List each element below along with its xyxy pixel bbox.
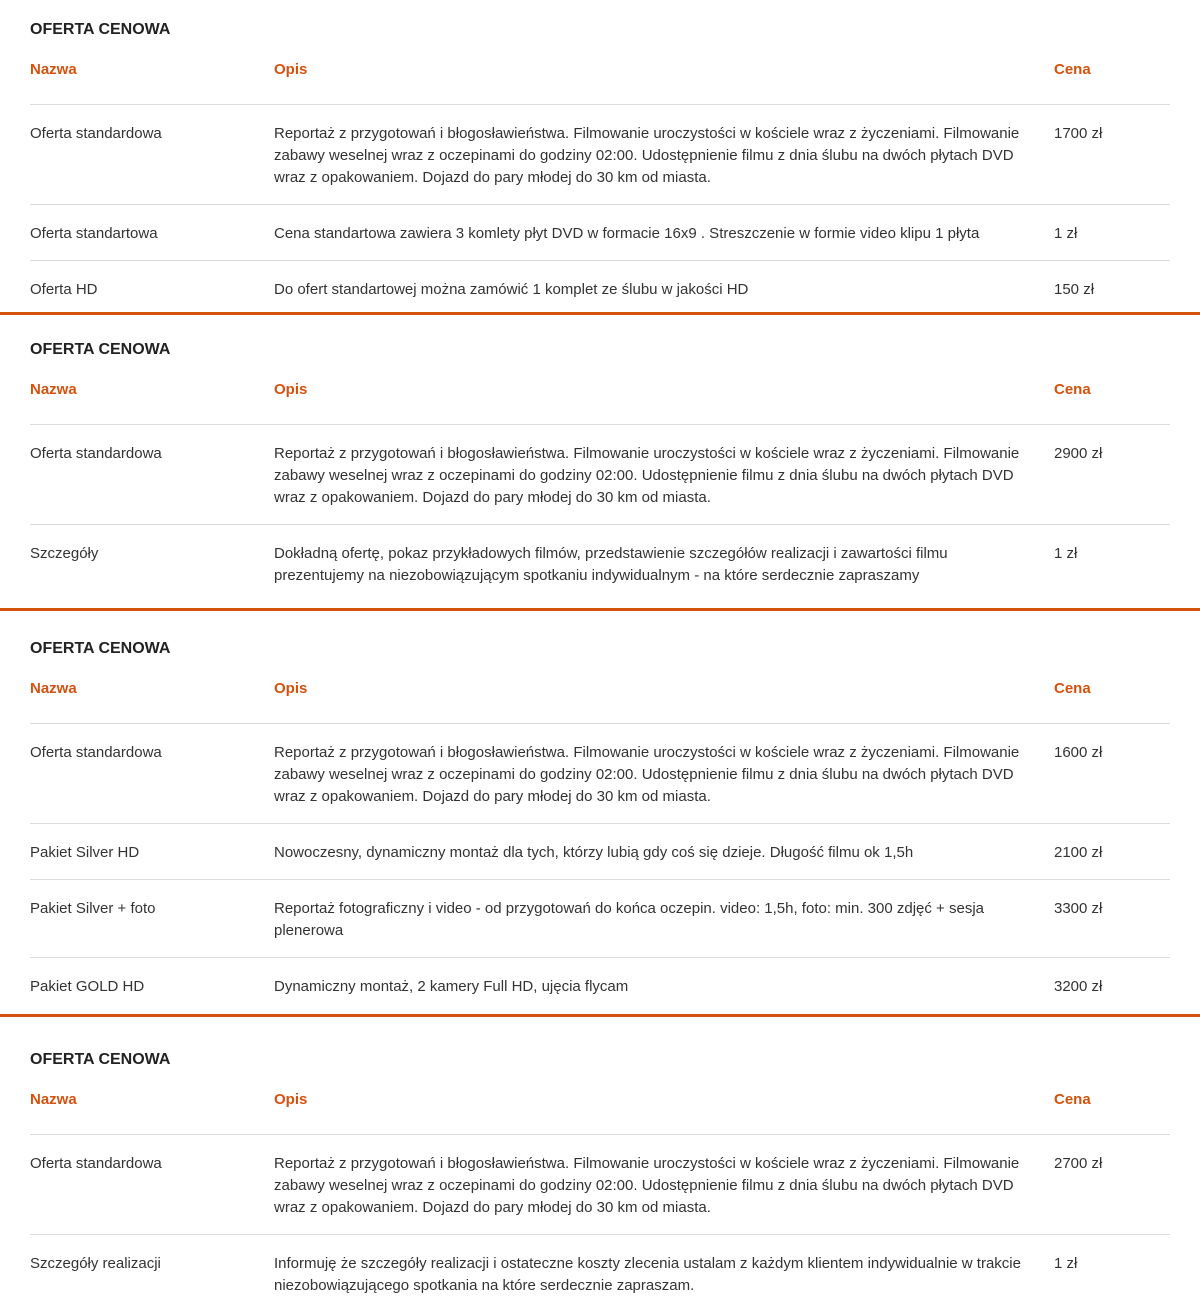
table-row — [30, 205, 1170, 261]
table-header — [30, 1070, 1170, 1135]
offer-name: Oferta standardowa — [30, 125, 162, 142]
table-row — [30, 958, 1170, 1013]
section-title: OFERTA CENOWA — [30, 640, 171, 657]
offer-price: 1 zł — [1054, 545, 1078, 562]
offer-description: Reportaż z przygotowań i błogosławieństwa. Filmowanie uroczystości w kościele wraz z życzeniami. Filmowanie zabawy weselnej wraz z oczepinami do godziny 02:00. Udostępnienie filmu z dnia ślubu na dwóch płytach DVD wraz z opakowaniem. Dojazd do pary młodej do 30 km od miasta. — [274, 1155, 1020, 1216]
offer-name: Szczegóły — [30, 545, 99, 562]
offer-price: 3200 zł — [1054, 978, 1103, 995]
price-section — [0, 312, 1200, 608]
table-row — [30, 824, 1170, 880]
section-title: OFERTA CENOWA — [30, 1051, 171, 1068]
price-section — [0, 0, 1200, 312]
offer-price: 2900 zł — [1054, 445, 1103, 462]
table-row — [30, 880, 1170, 958]
header-price: Cena — [1054, 1091, 1091, 1108]
offer-name: Pakiet GOLD HD — [30, 978, 145, 995]
offer-price: 1 zł — [1054, 1255, 1078, 1272]
offer-description: Reportaż z przygotowań i błogosławieństwa. Filmowanie uroczystości w kościele wraz z życzeniami. Filmowanie zabawy weselnej wraz z oczepinami do godziny 02:00. Udostępnienie filmu z dnia ślubu na dwóch płytach DVD wraz z opakowaniem. Dojazd do pary młodej do 30 km od miasta. — [274, 125, 1020, 186]
offer-description: Dynamiczny montaż, 2 kamery Full HD, ujęcia flycam — [274, 978, 629, 995]
offer-description: Reportaż z przygotowań i błogosławieństwa. Filmowanie uroczystości w kościele wraz z życzeniami. Filmowanie zabawy weselnej wraz z oczepinami do godziny 02:00. Udostępnienie filmu z dnia ślubu na dwóch płytach DVD wraz z opakowaniem. Dojazd do pary młodej do 30 km od miasta. — [274, 744, 1020, 805]
offer-price: 3300 zł — [1054, 900, 1103, 917]
table-header — [30, 40, 1170, 105]
offer-name: Oferta HD — [30, 281, 98, 298]
table-body — [30, 724, 1170, 1013]
header-name: Nazwa — [30, 680, 77, 697]
price-section — [0, 608, 1200, 1014]
offer-price: 2100 zł — [1054, 844, 1103, 861]
offer-price: 2700 zł — [1054, 1155, 1103, 1172]
offer-description: Reportaż fotograficzny i video - od przygotowań do końca oczepin. video: 1,5h, foto: min. 300 zdjęć + sesja plenerowa — [274, 900, 984, 939]
price-section — [0, 1014, 1200, 1300]
offer-price: 1 zł — [1054, 225, 1078, 242]
offer-description: Nowoczesny, dynamiczny montaż dla tych, którzy lubią gdy coś się dzieje. Długość filmu ok 1,5h — [274, 844, 914, 861]
table-row — [30, 1235, 1170, 1300]
offer-description: Reportaż z przygotowań i błogosławieństwa. Filmowanie uroczystości w kościele wraz z życzeniami. Filmowanie zabawy weselnej wraz z oczepinami do godziny 02:00. Udostępnienie filmu z dnia ślubu na dwóch płytach DVD wraz z opakowaniem. Dojazd do pary młodej do 30 km od miasta. — [274, 445, 1020, 506]
table-row — [30, 425, 1170, 525]
table-row — [30, 525, 1170, 602]
table-body — [30, 425, 1170, 602]
header-description: Opis — [274, 381, 308, 398]
offer-price: 150 zł — [1054, 281, 1095, 298]
header-description: Opis — [274, 61, 308, 78]
header-description: Opis — [274, 680, 308, 697]
offer-name: Oferta standardowa — [30, 1155, 162, 1172]
table-row — [30, 261, 1170, 316]
table-body — [30, 1135, 1170, 1300]
offer-name: Pakiet Silver HD — [30, 844, 140, 861]
header-name: Nazwa — [30, 1091, 77, 1108]
offer-price: 1700 zł — [1054, 125, 1103, 142]
offer-description: Cena standartowa zawiera 3 komlety płyt DVD w formacie 16x9 . Streszczenie w formie video klipu 1 płyta — [274, 225, 980, 242]
offer-name: Oferta standartowa — [30, 225, 158, 242]
table-header — [30, 659, 1170, 724]
offer-description: Dokładną ofertę, pokaz przykładowych filmów, przedstawienie szczegółów realizacji i zawartości filmu prezentujemy na niezobowiązującym spotkaniu indywidualnym - na które serdecznie zapraszamy — [274, 545, 948, 584]
offer-description: Informuję że szczegóły realizacji i ostateczne koszty zlecenia ustalam z każdym klientem indywidualnie w trakcie niezobowiązującego spotkania na które serdecznie zapraszam. — [274, 1255, 1021, 1294]
section-title: OFERTA CENOWA — [30, 21, 171, 38]
offer-name: Szczegóły realizacji — [30, 1255, 161, 1272]
offer-name: Pakiet Silver + foto — [30, 900, 156, 917]
table-row — [30, 1135, 1170, 1235]
offer-name: Oferta standardowa — [30, 744, 162, 761]
table-header — [30, 360, 1170, 425]
offer-description: Do ofert standartowej można zamówić 1 komplet ze ślubu w jakości HD — [274, 281, 749, 298]
header-price: Cena — [1054, 381, 1091, 398]
offer-price: 1600 zł — [1054, 744, 1103, 761]
header-name: Nazwa — [30, 61, 77, 78]
table-body — [30, 105, 1170, 316]
offer-name: Oferta standardowa — [30, 445, 162, 462]
table-row — [30, 105, 1170, 205]
section-title: OFERTA CENOWA — [30, 341, 171, 358]
header-description: Opis — [274, 1091, 308, 1108]
header-name: Nazwa — [30, 381, 77, 398]
table-row — [30, 724, 1170, 824]
header-price: Cena — [1054, 61, 1091, 78]
header-price: Cena — [1054, 680, 1091, 697]
